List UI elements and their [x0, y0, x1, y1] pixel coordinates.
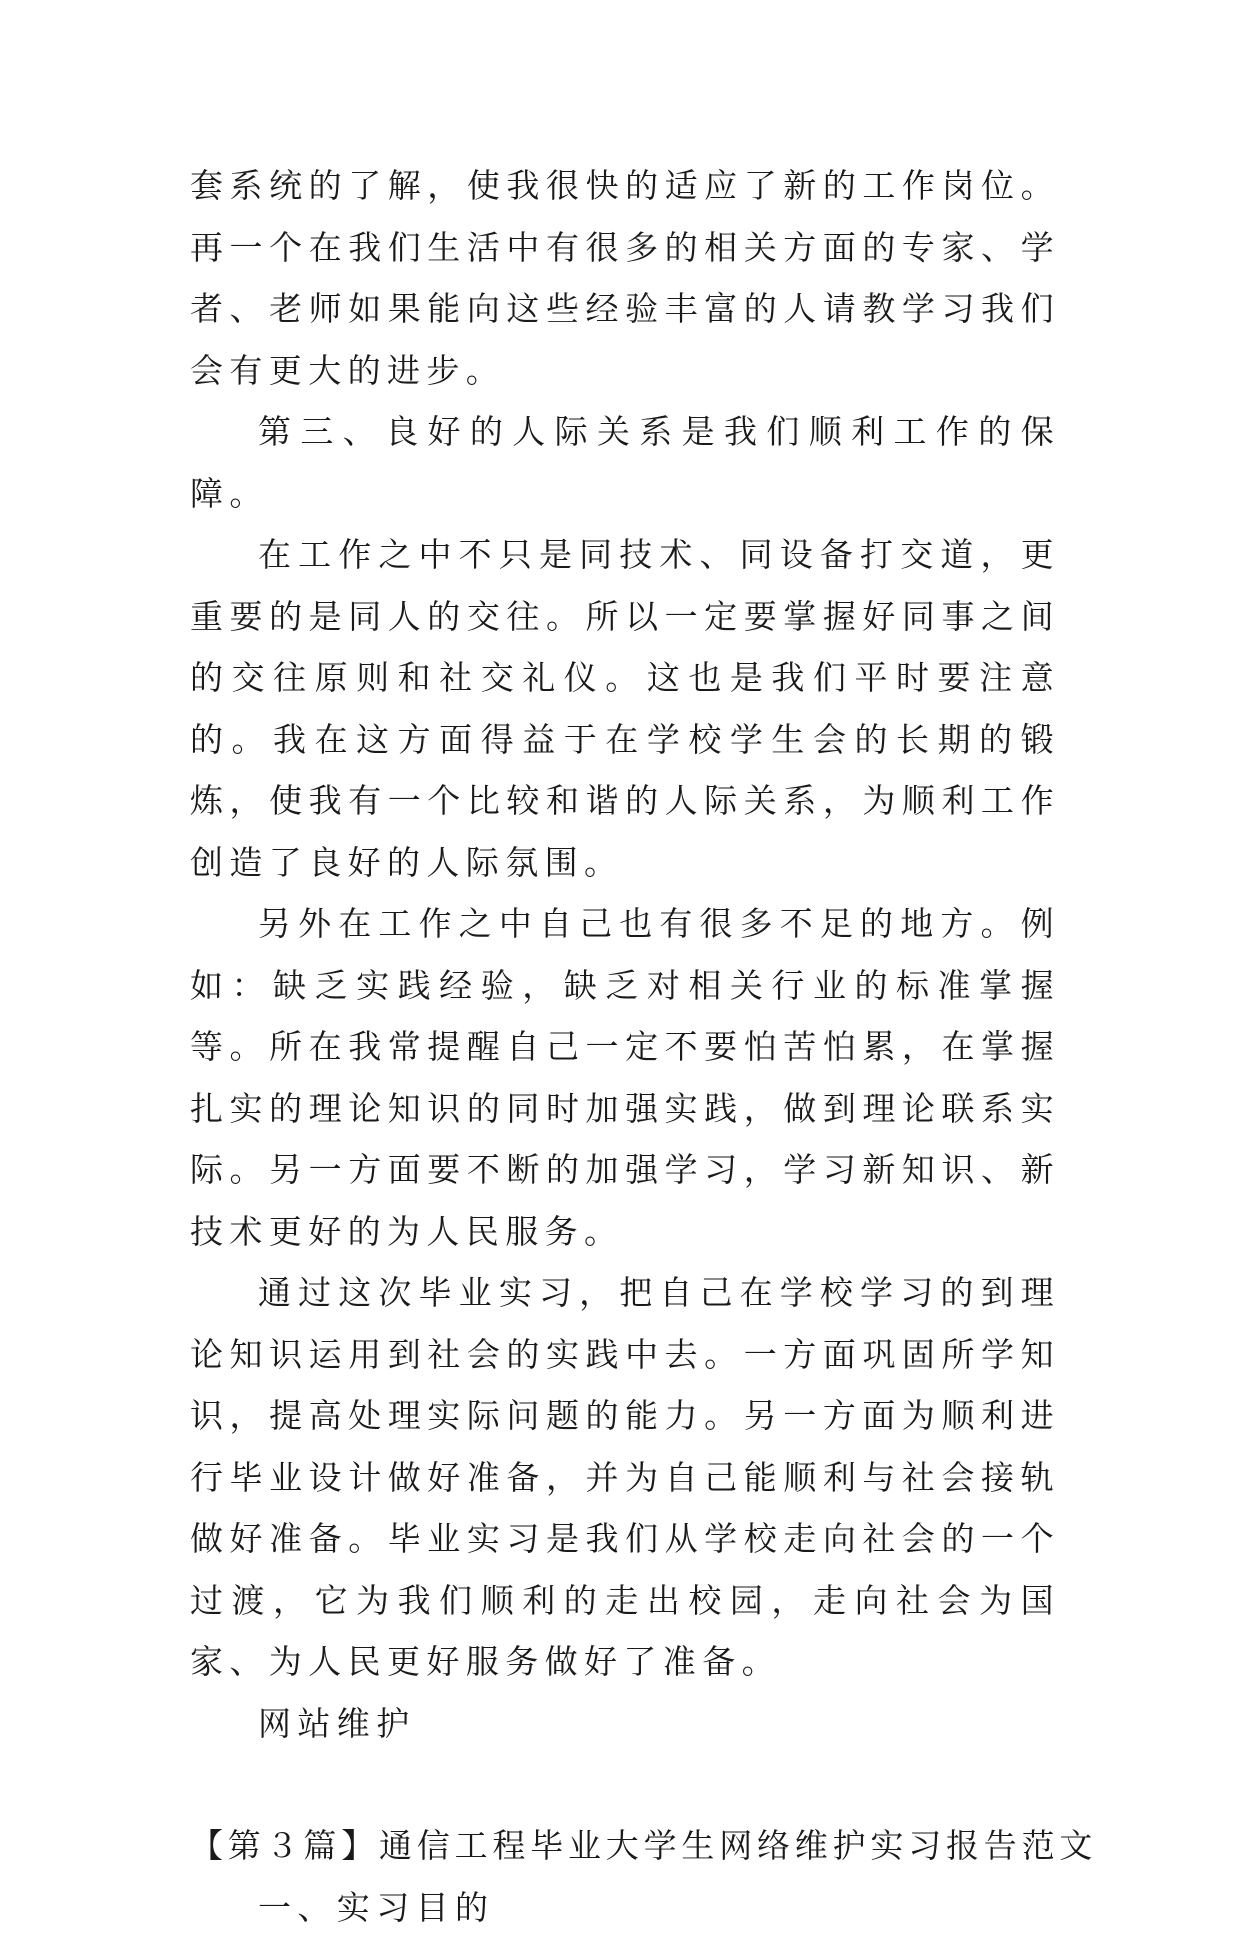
spacer	[190, 1754, 1060, 1815]
section-heading: 一、实习目的	[190, 1877, 1060, 1938]
paragraph-shortcomings: 另外在工作之中自己也有很多不足的地方。例如：缺乏实践经验，缺乏对相关行业的标准掌握等。所在我常提醒自己一定不要怕苦怕累，在掌握扎实的理论知识的同时加强实践，做到理论联系实际。另一方面要不断的加强学习，学习新知识、新技术更好的为人民服务。	[190, 893, 1060, 1262]
paragraph-conclusion: 通过这次毕业实习，把自己在学校学习的到理论知识运用到社会的实践中去。一方面巩固所学知识，提高处理实际问题的能力。另一方面为顺利进行毕业设计做好准备，并为自己能顺利与社会接轨做好准备。毕业实习是我们从学校走向社会的一个过渡，它为我们顺利的走出校园，走向社会为国家、为人民更好服务做好了准备。	[190, 1262, 1060, 1693]
document-page	[190, 155, 1060, 1938]
paragraph-subheading-third: 第三、良好的人际关系是我们顺利工作的保障。	[190, 401, 1060, 524]
paragraph-interpersonal: 在工作之中不只是同技术、同设备打交道，更重要的是同人的交往。所以一定要掌握好同事之间的交往原则和社交礼仪。这也是我们平时要注意的。我在这方面得益于在学校学生会的长期的锻炼，使我有一个比较和谐的人际关系，为顺利工作创造了良好的人际氛围。	[190, 524, 1060, 893]
article-heading: 【第３篇】通信工程毕业大学生网络维护实习报告范文	[190, 1815, 1060, 1877]
paragraph-website-maintenance: 网站维护	[190, 1693, 1060, 1755]
paragraph-continuation: 套系统的了解，使我很快的适应了新的工作岗位。再一个在我们生活中有很多的相关方面的专家、学者、老师如果能向这些经验丰富的人请教学习我们会有更大的进步。	[190, 155, 1060, 401]
